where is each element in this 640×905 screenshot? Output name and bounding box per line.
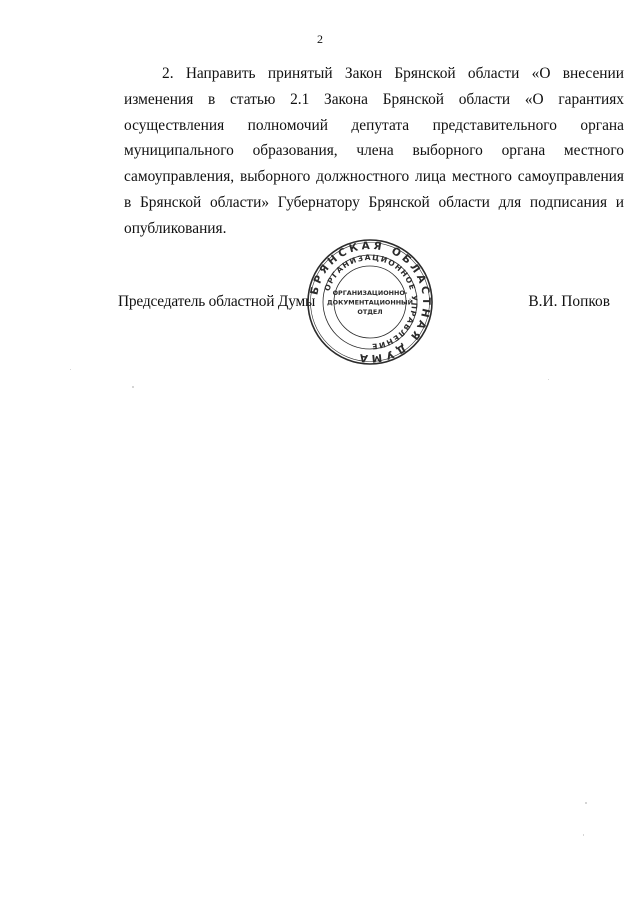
scan-speck [70,369,71,370]
signer-title: Председатель областной Думы [118,293,316,310]
scan-speck [548,379,549,380]
scan-speck [583,834,584,836]
page-number: 2 [317,32,323,46]
body-paragraph: 2. Направить принятый Закон Брянской области «О внесении изменения в статью 2.1 Закона Брянской области «О гарантиях осуществления полномочий депутата представительного органа муниципального образования, члена выборного органа местного самоуправления, выборного должностного лица местного самоуправления в Брянской области» Губернатору Брянской области для подписания и опубликования. [124,65,624,237]
seal-center-line-1: ОРГАНИЗАЦИОННО- [332,289,408,297]
signer-name: В.И. Попков [528,293,610,310]
seal-icon [305,237,435,367]
seal-center-line-2: ДОКУМЕНТАЦИОННЫЙ [326,298,414,307]
seal-center-line-3: ОТДЕЛ [357,308,383,316]
seal-outer-text: БРЯНСКАЯ ОБЛАСТНАЯ ДУМА [308,239,433,365]
scan-speck [132,386,134,388]
scan-speck [585,802,587,804]
seal-middle-text: ОРГАНИЗАЦИОННОЕ УПРАВЛЕНИЕ [322,252,420,352]
official-seal [305,237,435,367]
